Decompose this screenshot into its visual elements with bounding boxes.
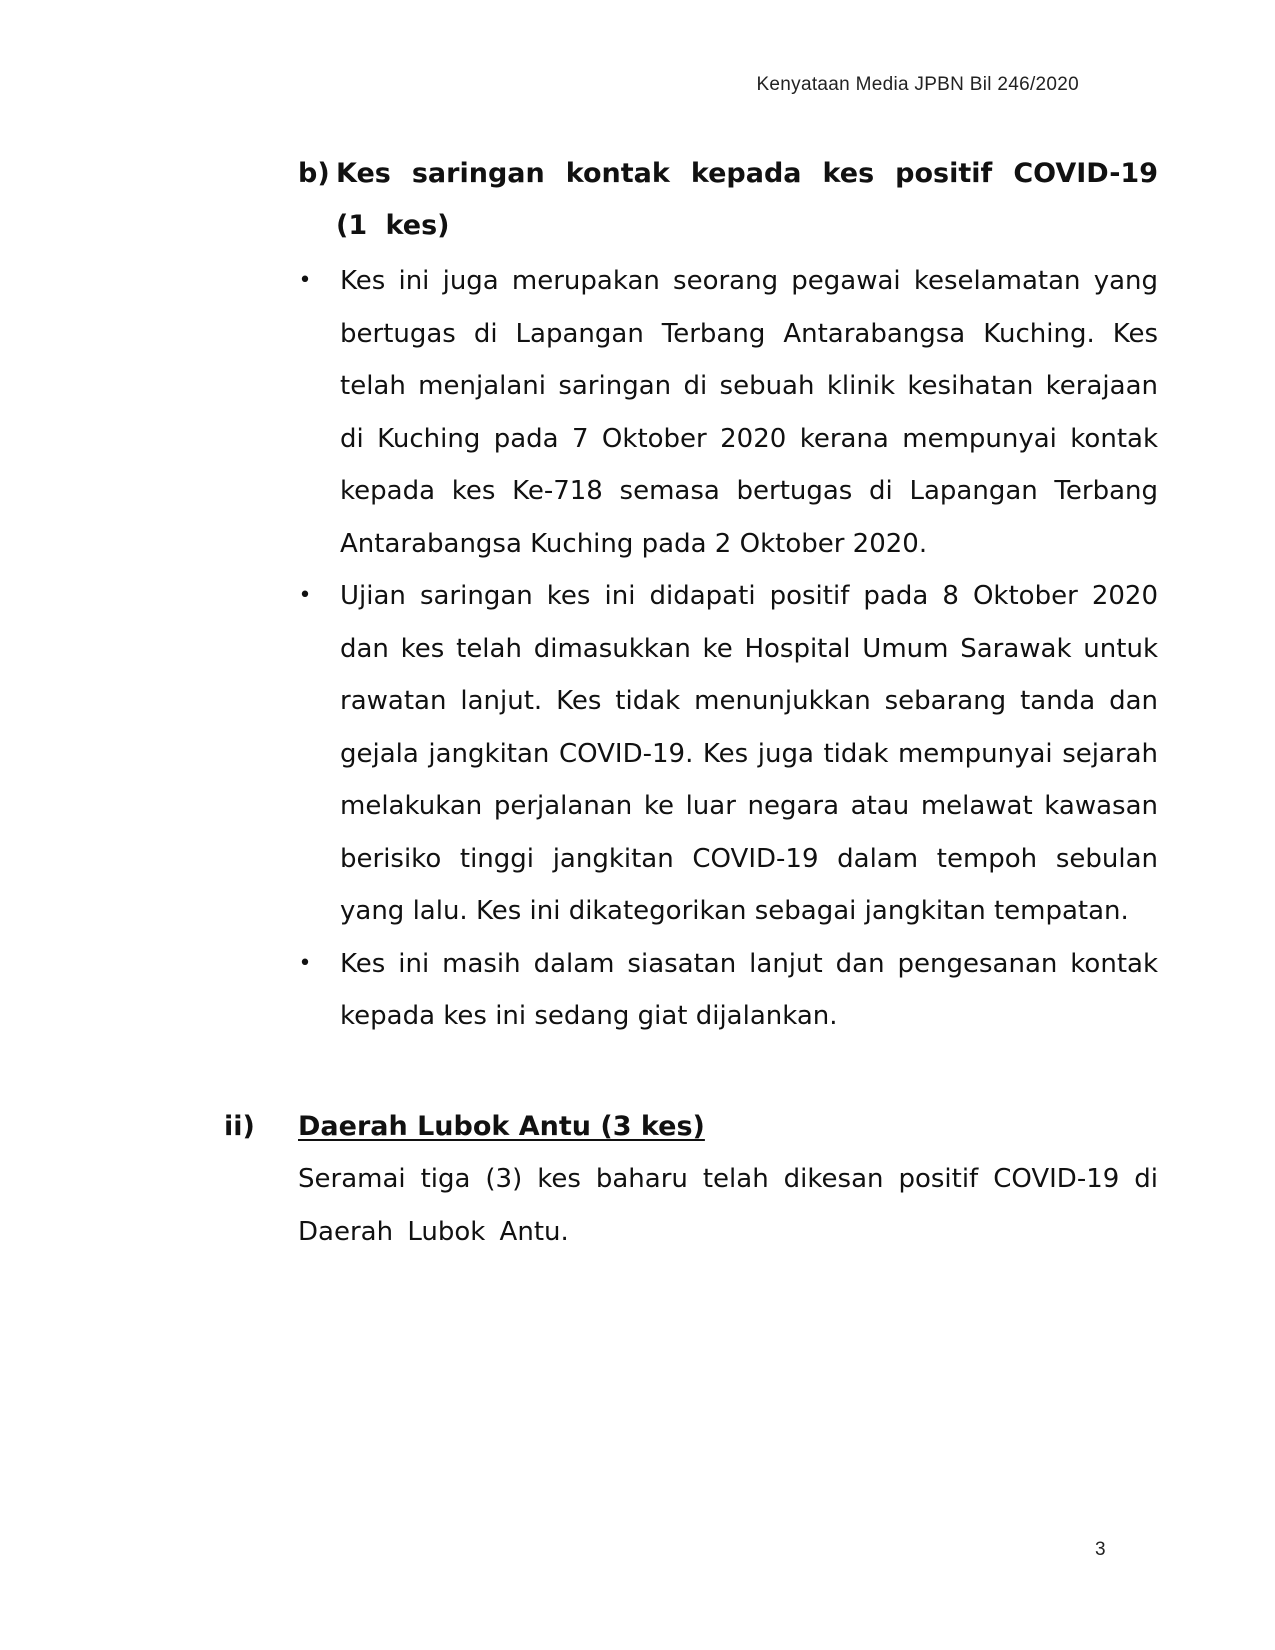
- bullet-icon: •: [298, 950, 312, 976]
- section-ii-title: Daerah Lubok Antu (3 kes): [298, 1111, 705, 1142]
- section-b-bullet-list: [298, 255, 1158, 1043]
- list-item: [298, 255, 1158, 570]
- page-number: 3: [1095, 1539, 1106, 1560]
- section-ii-body: Seramai tiga (3) kes baharu telah dikesan positif COVID-19 di Daerah Lubok Antu.: [298, 1164, 1158, 1247]
- document-header: Kenyataan Media JPBN Bil 246/2020: [756, 74, 1079, 95]
- bullet-text: Ujian saringan kes ini didapati positif pada 8 Oktober 2020 dan kes telah dimasukkan ke Hospital Umum Sarawak untuk rawatan lanjut. Kes tidak menunjukkan sebarang tanda dan gejala jangkitan COVID-19. Kes juga tidak mempunyai sejarah melakukan perjalanan ke luar negara atau melawat kawasan berisiko tinggi jangkitan COVID-19 dalam tempoh sebulan yang lalu. Kes ini dikategorikan sebagai jangkitan tempatan.: [340, 581, 1158, 926]
- section-b-title: Kes saringan kontak kepada kes positif COVID-19 (1 kes): [336, 158, 1158, 241]
- section-ii-marker: ii): [224, 1111, 255, 1142]
- section-ii: [224, 1101, 1158, 1258]
- section-b-marker: b): [298, 158, 330, 189]
- bullet-text: Kes ini masih dalam siasatan lanjut dan pengesanan kontak kepada kes ini sedang giat dijalankan.: [340, 948, 1158, 1031]
- bullet-icon: •: [298, 268, 312, 293]
- section-b-heading: [298, 148, 1158, 252]
- list-item: [298, 570, 1158, 938]
- bullet-icon: •: [298, 583, 312, 608]
- list-item: [298, 938, 1158, 1043]
- bullet-text: Kes ini juga merupakan seorang pegawai keselamatan yang bertugas di Lapangan Terbang Antarabangsa Kuching. Kes telah menjalani saringan di sebuah klinik kesihatan kerajaan di Kuching pada 7 Oktober 2020 kerana mempunyai kontak kepada kes Ke-718 semasa bertugas di Lapangan Terbang Antarabangsa Kuching pada 2 Oktober 2020.: [340, 266, 1158, 559]
